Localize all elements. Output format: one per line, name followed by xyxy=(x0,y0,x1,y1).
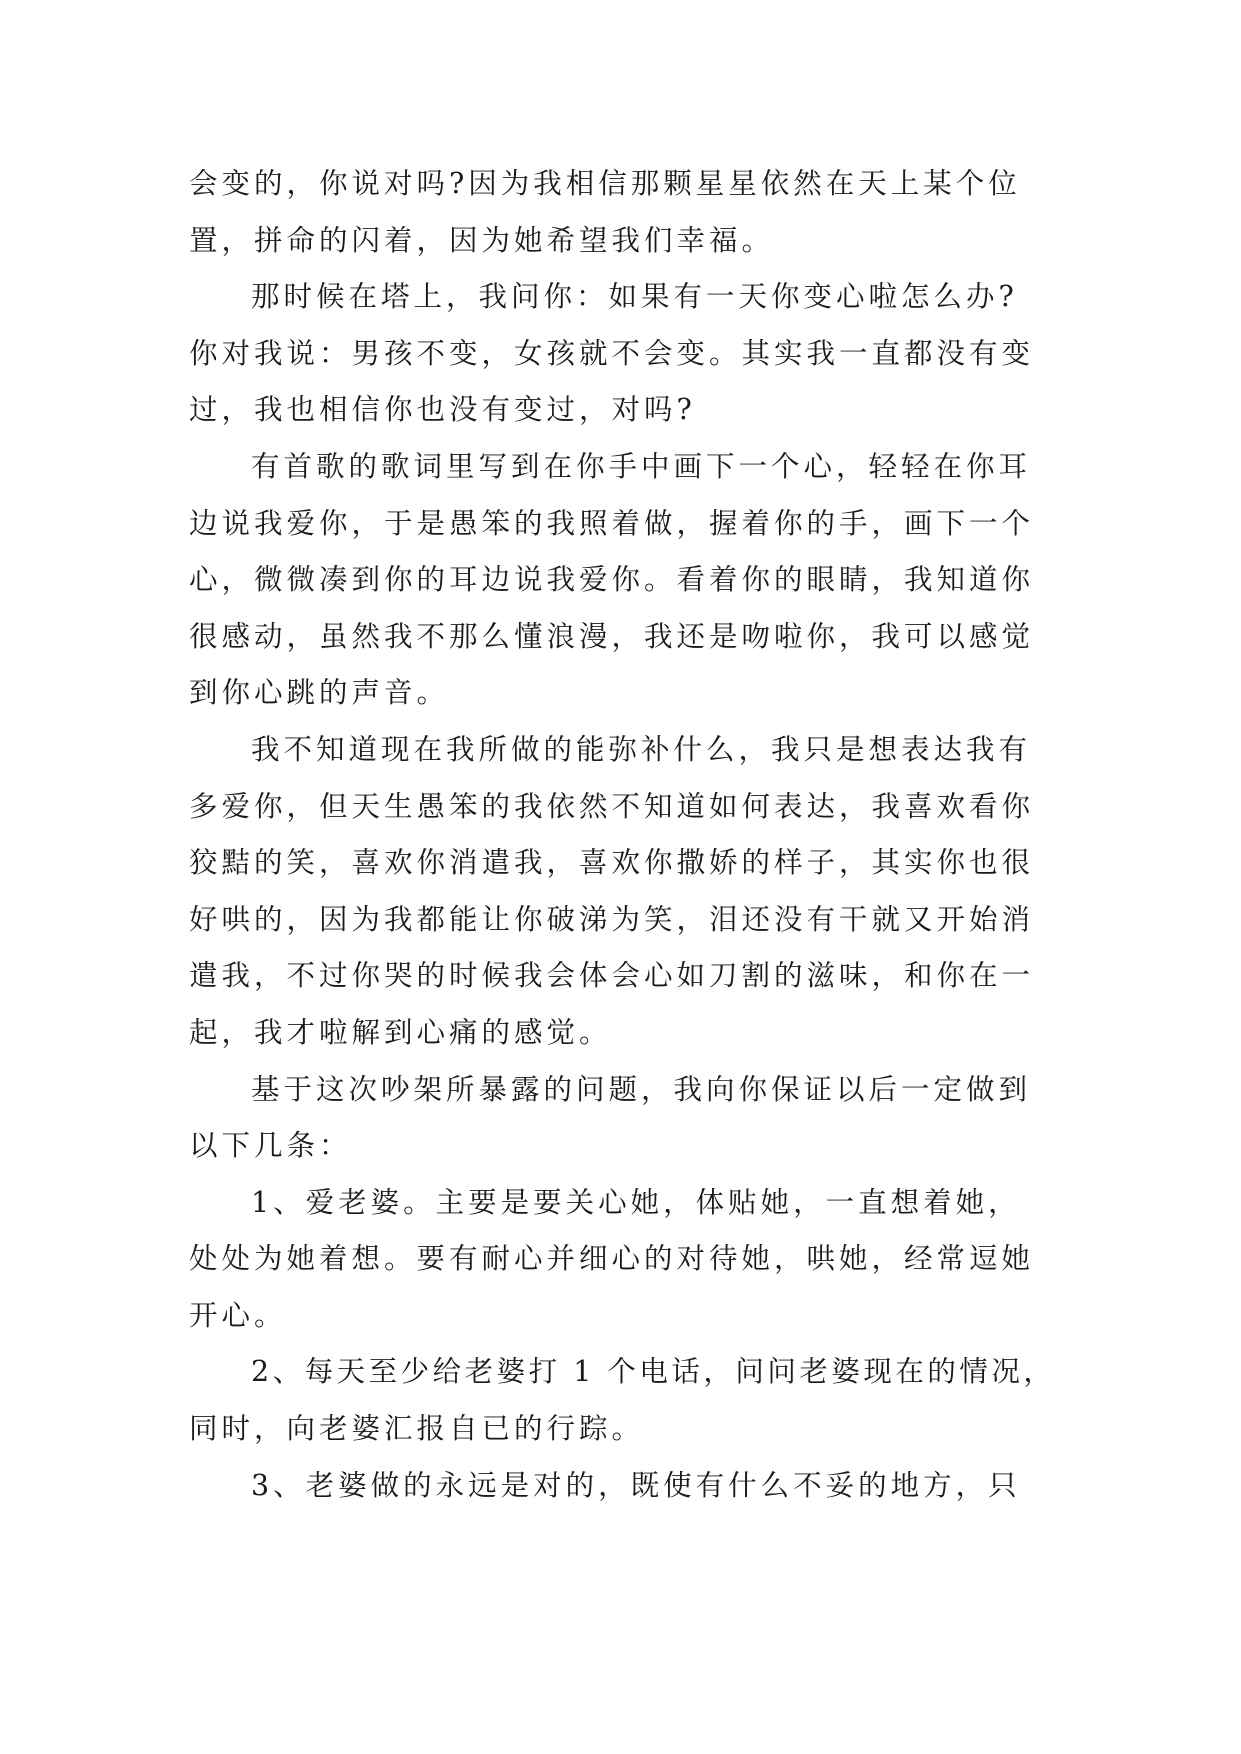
text-line: 过，我也相信你也没有变过，对吗? xyxy=(189,393,696,427)
text-line: 到你心跳的声音。 xyxy=(189,676,450,710)
text-line: 心，微微凑到你的耳边说我爱你。看着你的眼睛，我知道你 xyxy=(189,563,1035,597)
text-line: 多爱你，但天生愚笨的我依然不知道如何表达，我喜欢看你 xyxy=(189,789,1035,823)
text-line: 3、老婆做的永远是对的，既使有什么不妥的地方，只 xyxy=(251,1468,1021,1502)
text-line: 2、每天至少给老婆打 1 个电话，问问老婆现在的情况， xyxy=(251,1355,1056,1389)
text-line: 狡黠的笑，喜欢你消遣我，喜欢你撒娇的样子，其实你也很 xyxy=(189,846,1035,880)
document-body xyxy=(189,156,1061,1514)
text-line: 遣我，不过你哭的时候我会体会心如刀割的滋味，和你在一 xyxy=(189,959,1035,993)
text-line: 会变的，你说对吗?因为我相信那颗星星依然在天上某个位 xyxy=(189,167,1021,200)
text-line: 你对我说：男孩不变，女孩就不会变。其实我一直都没有变 xyxy=(189,336,1035,370)
text-line: 起，我才啦解到心痛的感觉。 xyxy=(189,1015,612,1049)
text-line: 1、爱老婆。主要是要关心她，体贴她，一直想着她， xyxy=(251,1185,1021,1219)
text-line: 我不知道现在我所做的能弥补什么，我只是想表达我有 xyxy=(251,732,1032,766)
text-line: 边说我爱你，于是愚笨的我照着做，握着你的手，画下一个 xyxy=(189,506,1035,540)
text-line: 很感动，虽然我不那么懂浪漫，我还是吻啦你，我可以感觉 xyxy=(189,619,1035,653)
text-line: 以下几条： xyxy=(189,1129,352,1163)
text-line: 那时候在塔上，我问你：如果有一天你变心啦怎么办? xyxy=(251,280,1018,314)
text-line: 同时，向老婆汇报自已的行踪。 xyxy=(189,1412,645,1446)
text-line: 处处为她着想。要有耐心并细心的对待她，哄她，经常逗她 xyxy=(189,1242,1035,1276)
text-line: 开心。 xyxy=(189,1298,287,1332)
text-line: 好哄的，因为我都能让你破涕为笑，泪还没有干就又开始消 xyxy=(189,902,1035,936)
text-line: 有首歌的歌词里写到在你手中画下一个心，轻轻在你耳 xyxy=(251,449,1032,483)
text-line: 基于这次吵架所暴露的问题，我向你保证以后一定做到 xyxy=(251,1072,1032,1106)
text-line: 置，拼命的闪着，因为她希望我们幸福。 xyxy=(189,223,775,257)
